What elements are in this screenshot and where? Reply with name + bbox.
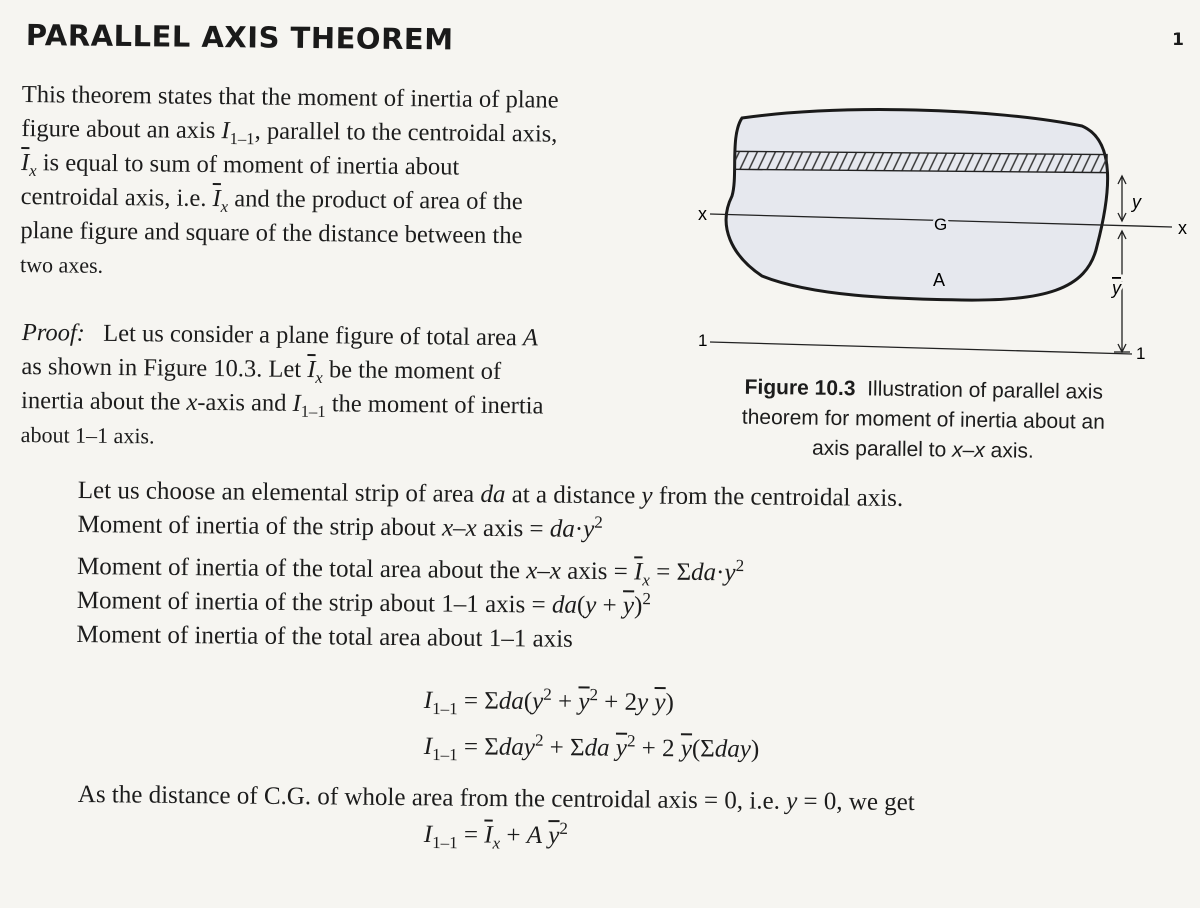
body-line-4: Moment of inertia of the strip about 1–1 axis = $da(y + \overline{y})^2$ bbox=[76, 586, 652, 620]
section-heading: PARALLEL AXIS THEOREM bbox=[25, 18, 454, 57]
plane-figure-shape bbox=[726, 110, 1108, 300]
corner-page-mark: 1 bbox=[1172, 30, 1184, 50]
label-centroid-g: G bbox=[934, 215, 948, 234]
figure-10-3-diagram bbox=[692, 96, 1192, 376]
conclusion-text bbox=[78, 778, 1178, 823]
caption-line-1: Illustration of parallel axis bbox=[867, 377, 1104, 404]
equation-2: $I_{1-1} = \Sigma day^2 + \Sigma da$ $\overline{y}^2 + 2$ $\overline{y}(\Sigma day)$ bbox=[423, 730, 760, 765]
label-axis-1-right: 1 bbox=[1136, 344, 1146, 363]
intro-line-4: centroidal axis, i.e. $\overline{I}_x$ and the product of area of the bbox=[20, 182, 523, 216]
derivation-text bbox=[76, 474, 1178, 663]
label-x-left: x bbox=[698, 204, 707, 224]
intro-line-5: plane figure and square of the distance between the bbox=[20, 216, 523, 250]
axis-1-1-line bbox=[710, 342, 1132, 354]
intro-line-3: $\overline{I}_x$ is equal to sum of moment of inertia about bbox=[20, 148, 460, 181]
intro-line-1: This theorem states that the moment of inertia of plane bbox=[21, 80, 559, 114]
intro-line-6: two axes. bbox=[19, 251, 104, 278]
proof-line-2: as shown in Figure 10.3. Let $\overline{I}_x$ be the moment of bbox=[21, 352, 502, 387]
elemental-strip bbox=[735, 151, 1107, 172]
body-line-3: Moment of inertia of the total area about the x–x axis = $\overline{I}_x = \Sigma da\cdot y^2$ bbox=[76, 552, 745, 590]
label-y-distance: y bbox=[1132, 192, 1141, 212]
intro-line-2: figure about an axis $I_{1-1}$, parallel to the centroidal axis, bbox=[21, 114, 558, 149]
theorem-statement bbox=[20, 78, 662, 289]
final-equation: $I_{1-1} = \overline{I}_x + A$ $\overline{y}^2$ bbox=[423, 818, 569, 853]
label-axis-1-left: 1 bbox=[698, 331, 708, 350]
label-y-bar: y bbox=[1112, 278, 1121, 298]
equation-1: $I_{1-1} = \Sigma da(y^2 + \overline{y}^2 + 2y$ $\overline{y}$) bbox=[423, 684, 675, 719]
proof-line-3: inertia about the x-axis and $I_{1-1}$ the moment of inertia bbox=[20, 386, 544, 422]
conclusion-line: As the distance of C.G. of whole area from the centroidal axis = 0, i.e. y = 0, we get bbox=[77, 780, 915, 817]
label-x-right: x bbox=[1178, 218, 1187, 238]
proof-line-1: Proof: Let us consider a plane figure of total area A bbox=[21, 318, 539, 352]
body-line-5: Moment of inertia of the total area about 1–1 axis bbox=[76, 620, 573, 653]
figure-caption bbox=[693, 372, 1154, 468]
caption-label: Figure 10.3 bbox=[744, 375, 856, 401]
caption-line-3: axis parallel to x–x axis. bbox=[811, 436, 1034, 463]
body-line-1: Let us choose an elemental strip of area da at a distance y from the centroidal axis. bbox=[77, 476, 904, 512]
body-line-2: Moment of inertia of the strip about x–x axis = $da\cdot y^2$ bbox=[77, 510, 603, 543]
label-area-a: A bbox=[933, 270, 946, 290]
proof-paragraph bbox=[21, 316, 662, 459]
caption-line-2: theorem for moment of inertia about an bbox=[741, 405, 1106, 434]
proof-line-4: about 1–1 axis. bbox=[20, 421, 155, 449]
